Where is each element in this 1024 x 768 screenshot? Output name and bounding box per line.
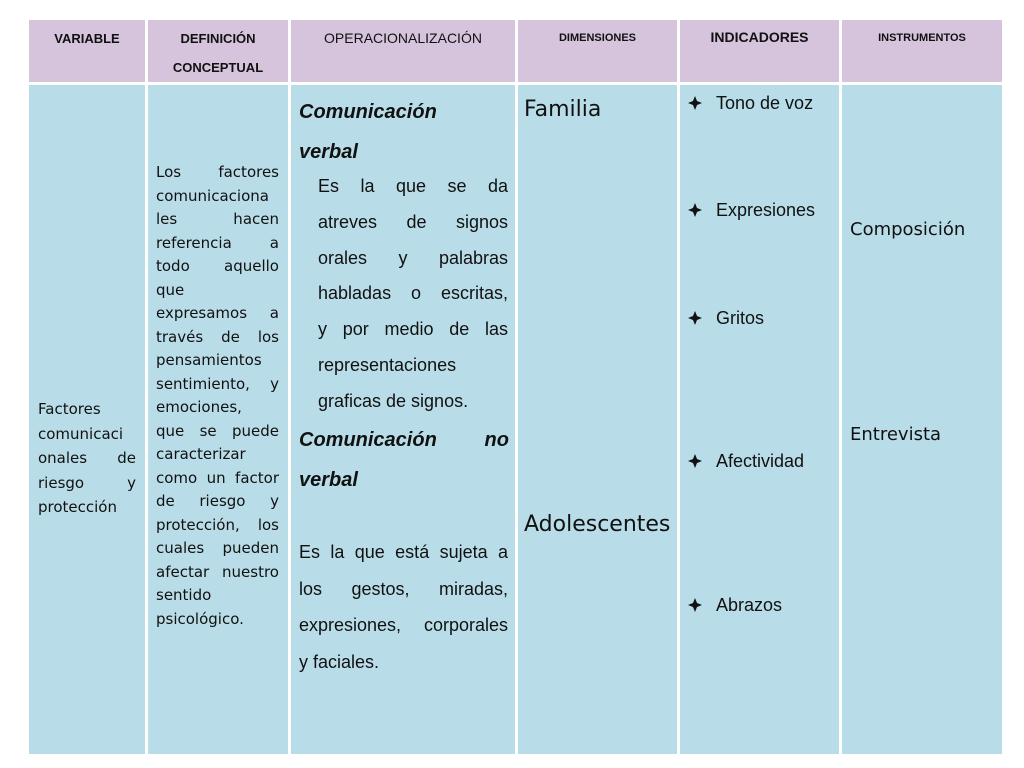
verbal-desc-line: representaciones xyxy=(318,354,457,375)
def-text-line: como un factor xyxy=(156,468,279,487)
header-definicion-label-line1: DEFINICIÓN xyxy=(180,31,256,46)
dimension-familia: Familia xyxy=(524,97,602,122)
noverbal-title-line2: verbal xyxy=(299,469,358,491)
def-text-line: afectar nuestro xyxy=(156,562,279,581)
header-variable xyxy=(29,20,145,82)
instrument-composicion: Composición xyxy=(850,219,966,240)
noverbal-title-line1: Comunicación no xyxy=(299,429,509,451)
verbal-desc-line: orales y palabras xyxy=(318,247,508,268)
header-variable-label: VARIABLE xyxy=(54,31,120,46)
def-text-line: protección, los xyxy=(156,515,279,534)
instrument-entrevista: Entrevista xyxy=(850,424,942,445)
header-instrumentos-label: INSTRUMENTOS xyxy=(878,32,966,44)
indicator-item xyxy=(688,308,764,329)
def-text-line: referencia a xyxy=(156,233,279,252)
diamond-bullet-icon xyxy=(688,96,702,110)
verbal-title xyxy=(299,92,509,172)
verbal-desc-line: y por medio de las xyxy=(318,319,508,340)
def-text-line: sentimiento, y xyxy=(156,374,279,393)
indicator-item xyxy=(688,595,782,616)
def-text-line: comunicaciona xyxy=(156,186,269,205)
indicator-label: Afectividad xyxy=(716,451,805,471)
indicator-label: Gritos xyxy=(716,308,765,328)
verbal-desc-line: atreves de signos xyxy=(318,211,508,232)
diamond-bullet-icon xyxy=(688,598,702,612)
noverbal-title xyxy=(299,420,509,500)
cell-indicadores xyxy=(680,85,839,754)
noverbal-desc-line: y faciales. xyxy=(299,651,380,672)
verbal-desc-line: graficas de signos. xyxy=(318,390,469,411)
diamond-bullet-icon xyxy=(688,203,702,217)
indicator-label: Tono de voz xyxy=(716,93,814,113)
variable-line: protección xyxy=(38,498,117,516)
def-text-line: sentido xyxy=(156,586,212,604)
noverbal-description xyxy=(299,534,508,680)
verbal-desc-line: habladas o escritas, xyxy=(318,283,508,304)
header-dimensiones xyxy=(518,20,677,82)
def-text-line: psicológico. xyxy=(156,609,244,628)
variable-line: onales de xyxy=(38,449,136,467)
diamond-bullet-icon xyxy=(688,454,702,468)
variable-line: comunicaci xyxy=(38,424,124,443)
header-definicion xyxy=(148,20,288,82)
header-dimensiones-label: DIMENSIONES xyxy=(558,32,636,44)
indicator-item xyxy=(688,451,804,472)
diamond-bullet-icon xyxy=(688,311,702,325)
indicator-item xyxy=(688,93,813,114)
verbal-desc-line: Es la que se da xyxy=(318,176,508,196)
definicion-text xyxy=(156,161,279,631)
def-text-line: de riesgo y xyxy=(156,492,279,510)
header-operacionalizacion xyxy=(291,20,515,82)
cell-instrumentos xyxy=(842,85,1002,754)
verbal-title-line1: Comunicación xyxy=(299,101,437,123)
noverbal-desc-line: Es la que está sujeta a xyxy=(299,542,508,562)
header-indicadores xyxy=(680,20,839,82)
def-text-line: pensamientos xyxy=(156,351,262,369)
verbal-title-line2: verbal xyxy=(299,141,358,163)
header-operacionalizacion-label: OPERACIONALIZACIÓN xyxy=(324,30,482,46)
def-text-line: que se puede xyxy=(156,421,279,440)
def-text-line: caracterizar xyxy=(156,445,246,463)
variable-text xyxy=(38,397,136,520)
variable-line: riesgo y xyxy=(38,473,136,492)
verbal-description xyxy=(318,169,508,420)
indicator-item xyxy=(688,200,815,221)
def-text-line: que xyxy=(156,280,185,299)
def-text-line: expresamos a xyxy=(156,304,279,322)
dimension-adolescentes: Adolescentes xyxy=(524,512,671,537)
variable-line: Factores xyxy=(38,400,101,418)
noverbal-desc-line: expresiones, corporales xyxy=(299,615,508,635)
indicator-label: Expresiones xyxy=(716,200,816,220)
header-indicadores-label: INDICADORES xyxy=(710,29,809,45)
def-text-line: emociones, xyxy=(156,398,242,416)
def-text-line: todo aquello xyxy=(156,257,279,275)
noverbal-desc-line: los gestos, miradas, xyxy=(299,578,508,599)
header-instrumentos xyxy=(842,20,1002,82)
def-text-line: Los factores xyxy=(156,163,279,181)
header-definicion-label-line2: CONCEPTUAL xyxy=(172,60,264,75)
indicator-label: Abrazos xyxy=(716,595,783,615)
def-text-line: les hacen xyxy=(156,210,279,228)
def-text-line: cuales pueden xyxy=(156,539,279,557)
cell-dimensiones xyxy=(518,85,677,754)
def-text-line: través de los xyxy=(156,327,279,346)
